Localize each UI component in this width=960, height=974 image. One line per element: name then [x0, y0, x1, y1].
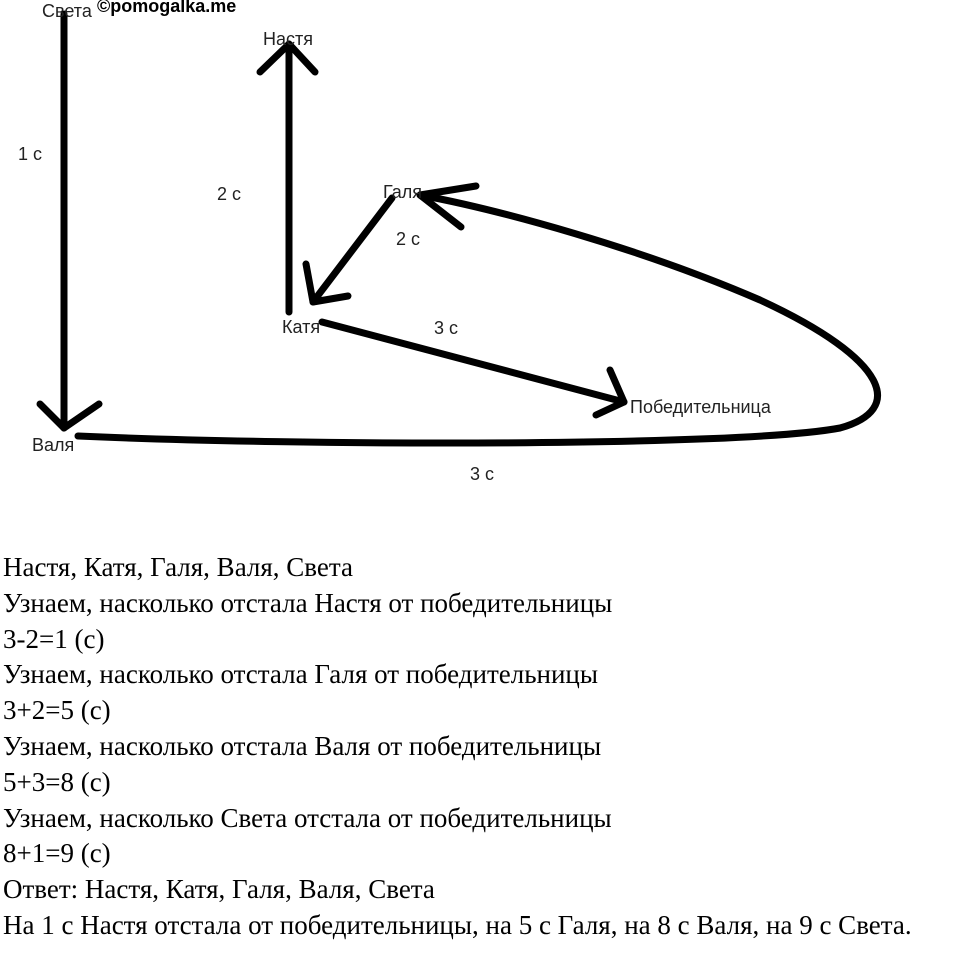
- solution-line: 8+1=9 (с): [3, 838, 111, 869]
- solution-line: Узнаем, насколько отстала Галя от победительницы: [3, 659, 599, 690]
- label-galya: Галя: [383, 182, 422, 202]
- solution-line: 3-2=1 (с): [3, 623, 105, 654]
- solution-text: [3, 550, 958, 944]
- solution-line: Настя, Катя, Галя, Валя, Света: [3, 552, 353, 582]
- solution-line: Узнаем, насколько отстала Валя от победительницы: [3, 730, 602, 761]
- time-katya-winner: 3 с: [434, 318, 459, 338]
- label-winner: Победительница: [630, 397, 771, 417]
- solution-line: Узнаем, насколько Света отстала от победительницы: [3, 802, 612, 833]
- label-valya: Валя: [32, 435, 75, 455]
- solution-line: 5+3=8 (с): [3, 766, 111, 797]
- watermark: ©pomogalka.me: [97, 0, 237, 16]
- arrow-katya-to-winner: [322, 322, 624, 415]
- arrow-galya-to-katya: [306, 198, 392, 302]
- solution-conclusion: На 1 с Настя отстала от победительницы, на 5 с Галя, на 8 с Валя, на 9 с Света.: [3, 909, 912, 940]
- label-katya: Катя: [282, 317, 321, 337]
- label-sveta: Света: [42, 1, 92, 21]
- time-nastya-katya: 2 с: [217, 184, 242, 204]
- time-valya-galya: 3 с: [470, 464, 495, 484]
- solution-line: Узнаем, насколько отстала Настя от победительницы: [3, 587, 613, 618]
- label-nastya: Настя: [263, 29, 314, 49]
- solution-line: Ответ: Настя, Катя, Галя, Валя, Света: [3, 874, 435, 905]
- time-sveta-valya: 1 с: [18, 144, 43, 164]
- time-galya-katya: 2 с: [396, 229, 421, 249]
- arrow-sveta-to-valya: [40, 14, 99, 428]
- solution-line: 3+2=5 (с): [3, 695, 111, 726]
